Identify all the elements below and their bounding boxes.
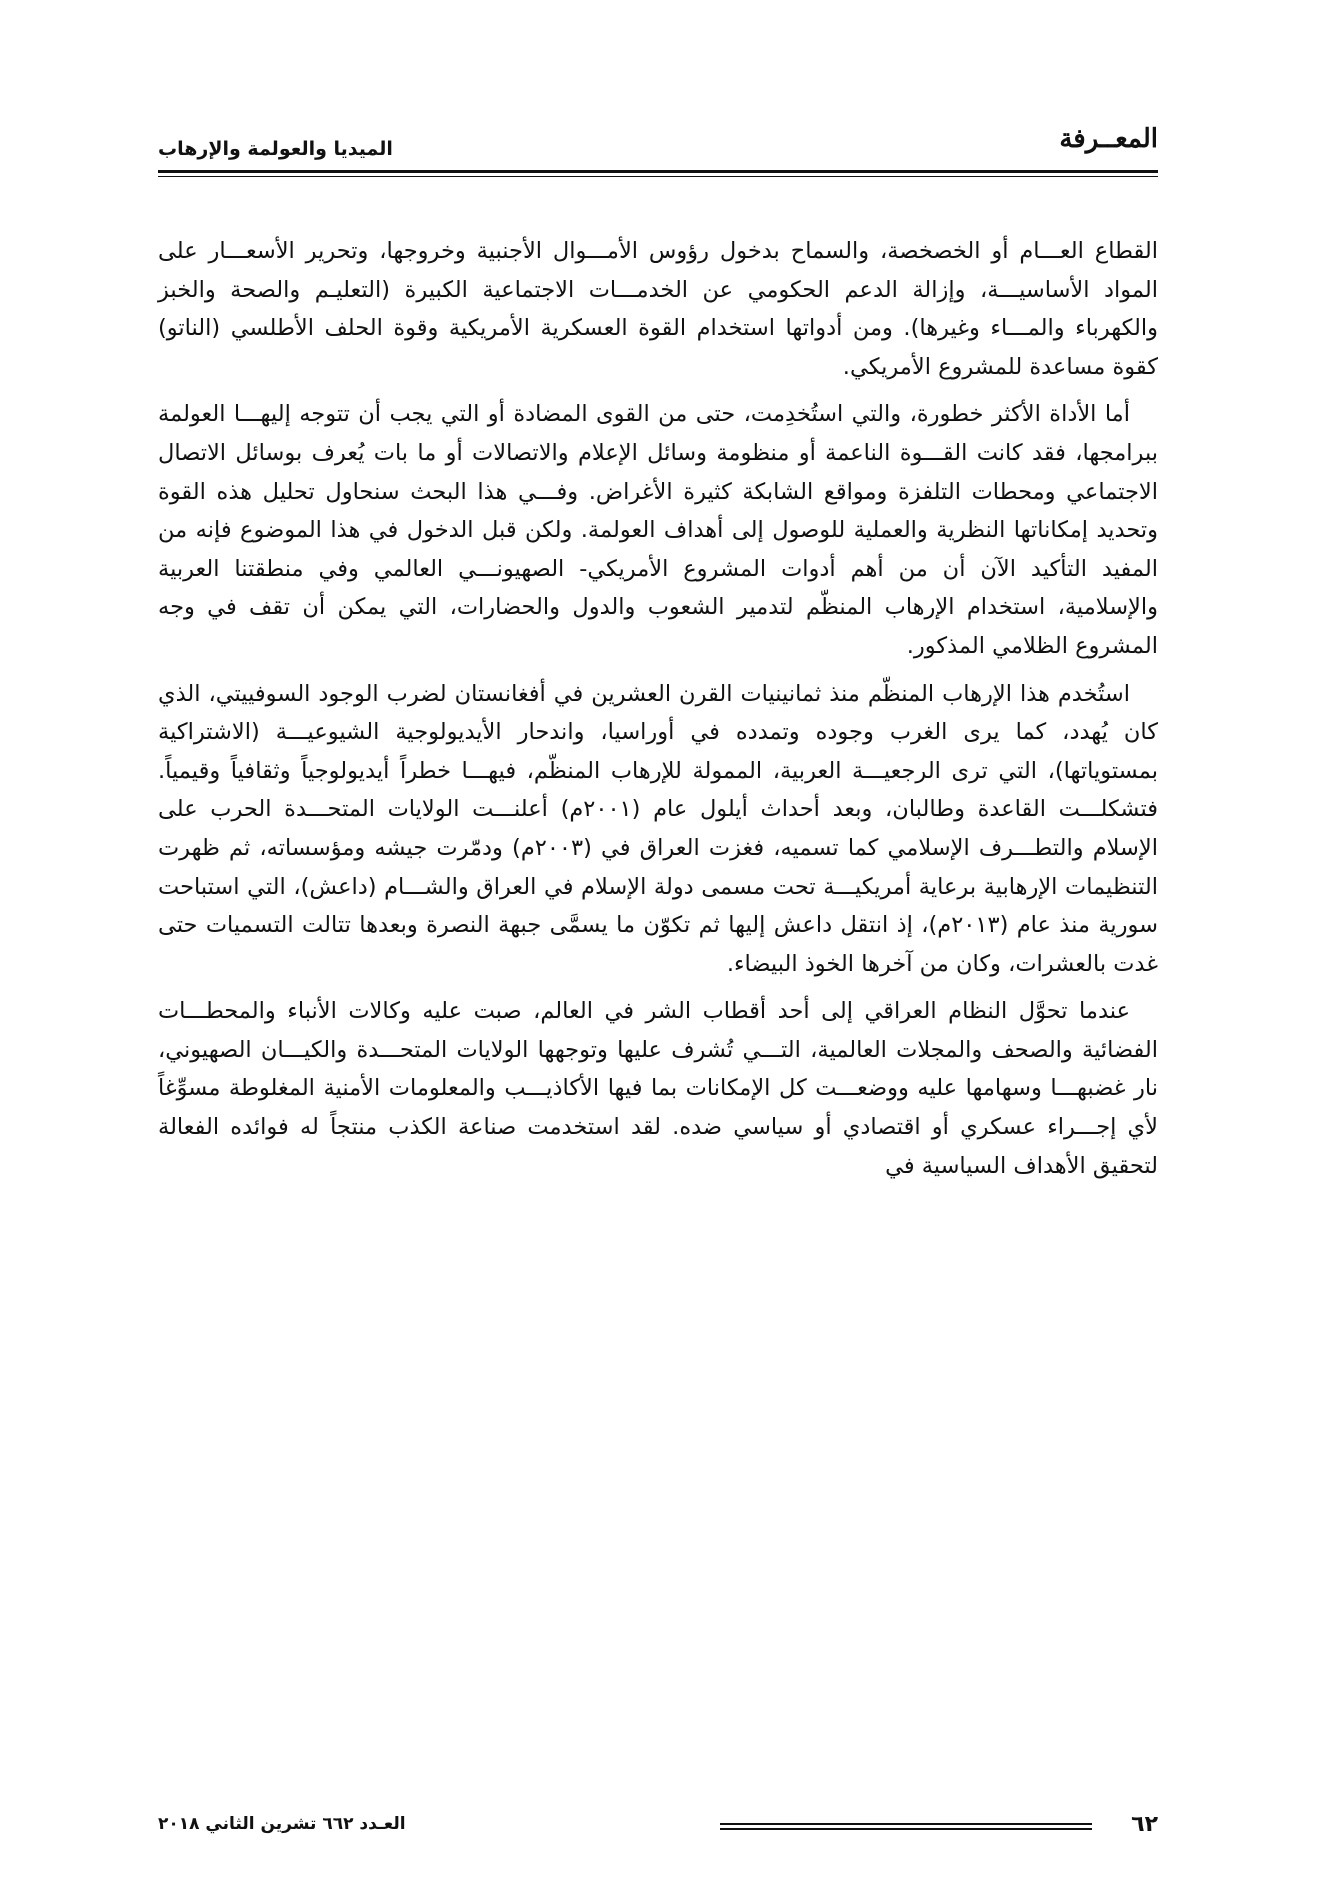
issue-info: العـدد ٦٦٢ تشرين الثاني ٢٠١٨ (158, 1814, 406, 1834)
paragraph-1: القطاع العـــام أو الخصخصة، والسماح بدخول رؤوس الأمـــوال الأجنبية وخروجها، وتحرير الأسعـــار على المواد الأساسيـــة، وإزالة الدعم الحكومي عن الخدمـــات الاجتماعية الكبيرة (التعليـم والصحة والخبز والكهرباء والمـــاء وغيرها). ومن أدواتها استخدام القوة العسكرية الأمريكية وقوة الحلف الأطلسي (الناتو) كقوة مساعدة للمشروع الأمريكي. (158, 238, 1158, 380)
header-rule-thin (158, 176, 1158, 177)
header-rule-thick (158, 170, 1158, 173)
running-title: الميديا والعولمة والإرهاب (158, 138, 393, 160)
page-footer (158, 1812, 1158, 1842)
footer-rule (720, 1823, 1092, 1833)
paragraph-4: عندما تحوَّل النظام العراقي إلى أحد أقطاب الشر في العالم، صبت عليه وكالات الأنباء والمحطـــات الفضائية والصحف والمجلات العالمية، التـــي تُشرف عليها وتوجهها الولايات المتحـــدة والكيـــان الصهيوني، نار غضبهـــا وسهامها عليه ووضعـــت كل الإمكانات بما فيها الأكاذيـــب والمعلومات الأمنية المغلوطة مسوِّغاً لأي إجـــراء عسكري أو اقتصادي أو سياسي ضده. لقد استخدمت صناعة الكذب منتجاً له فوائده الفعالة لتحقيق الأهداف السياسية في (158, 998, 1158, 1179)
body-text (158, 232, 1158, 1194)
page-number: ٦٢ (1131, 1812, 1158, 1837)
paragraph-3: استُخدم هذا الإرهاب المنظّم منذ ثمانينيات القرن العشرين في أفغانستان لضرب الوجود السوفييتي، الذي كان يُهدد، كما يرى الغرب وجوده وتمدده في أوراسيا، واندحار الأيديولوجية الشيوعيـــة (الاشتراكية بمستوياتها)، التي ترى الرجعيـــة العربية، الممولة للإرهاب المنظّم، فيهـــا خطراً أيديولوجياً وثقافياً وقيمياً. فتشكلـــت القاعدة وطالبان، وبعد أحداث أيلول عام (٢٠٠١م) أعلنـــت الولايات المتحـــدة الحرب على الإسلام والتطـــرف الإسلامي كما تسميه، فغزت العراق في (٢٠٠٣م) ودمّرت جيشه ومؤسساته، ثم ظهرت التنظيمات الإرهابية برعاية أمريكيـــة تحت مسمى دولة الإسلام في العراق والشـــام (داعش)، التي استباحت سورية منذ عام (٢٠١٣م)، إذ انتقل داعش إليها ثم تكوّن ما يسمَّى جبهة النصرة وبعدها تتالت التسميات حتى غدت بالعشرات، وكان من آخرها الخوذ البيضاء. (158, 680, 1159, 977)
journal-logo: المعــرفة (1059, 124, 1158, 154)
paragraph-2: أما الأداة الأكثر خطورة، والتي استُخدِمت، حتى من القوى المضادة أو التي يجب أن تتوجه إليهـــا العولمة ببرامجها، فقد كانت القـــوة الناعمة أو منظومة وسائل الإعلام والاتصالات أو ما بات يُعرف بوسائل الاتصال الاجتماعي ومحطات التلفزة ومواقع الشابكة كثيرة الأغراض. وفـــي هذا البحث سنحاول تحليل هذه القوة وتحديد إمكاناتها النظرية والعملية للوصول إلى أهداف العولمة. ولكن قبل الدخول في هذا الموضوع فإنه من المفيد التأكيد الآن أن من أهم أدوات المشروع الأمريكي- الصهيونـــي العالمي وفي منطقتنا العربية والإسلامية، استخدام الإرهاب المنظّم لتدمير الشعوب والدول والحضارات، التي يمكن أن تقف في وجه المشروع الظلامي المذكور. (158, 401, 1158, 659)
page-header (158, 120, 1158, 180)
